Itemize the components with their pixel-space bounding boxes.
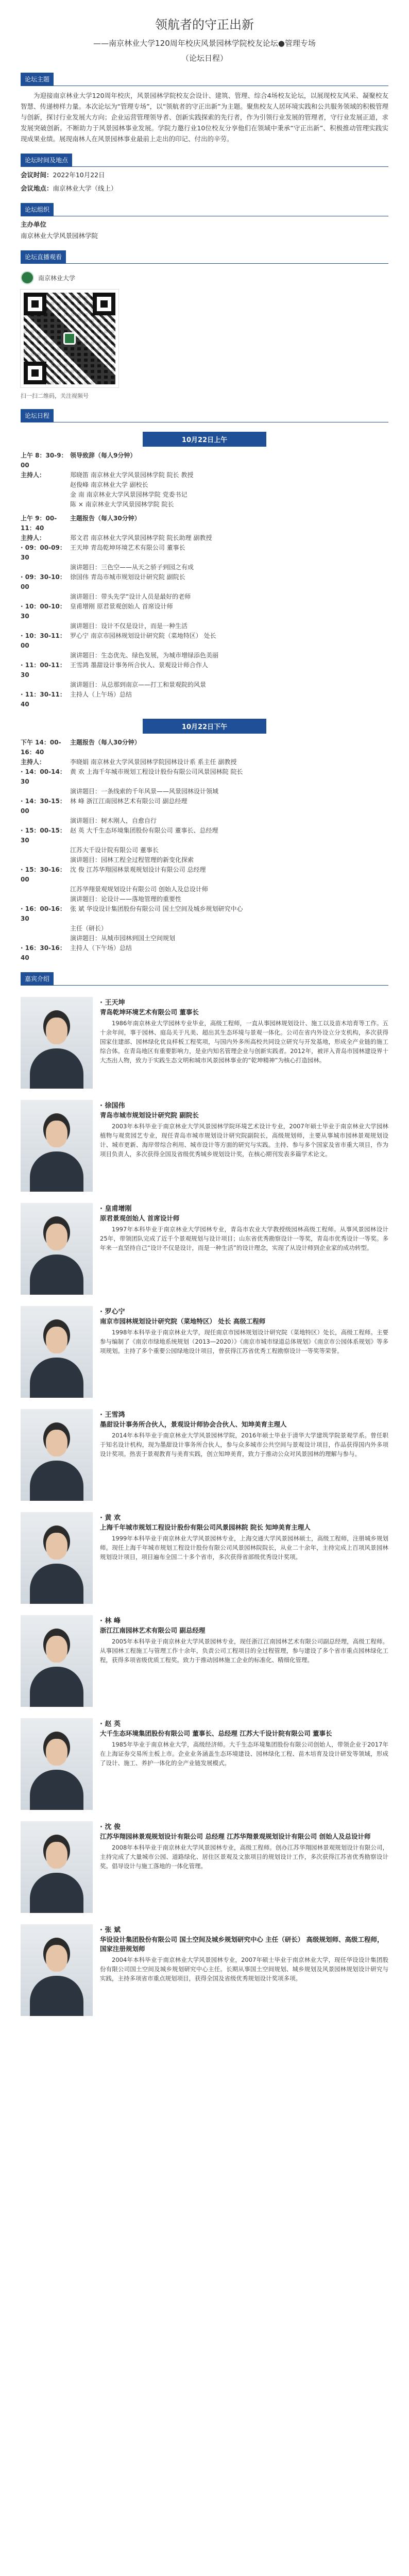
qr-finder-icon [93,293,115,315]
schedule-text: 主题报告（每人30分钟） [70,739,141,746]
speaker-card [21,997,388,1089]
schedule-time: · 16：00-16：30 [21,905,66,922]
speaker-text [100,1821,388,1913]
speaker-name: · 徐国伟 [100,1102,125,1110]
photo-face [46,1018,67,1044]
speaker-bio: 1997年本科毕业于南京林业大学园林专业，青岛市农业大学教授级园林高级工程师。从事风景园林设计25年，带领团队完成了近千个景观规划与设计项目；山东省优秀勘察设计一等奖，青岛市优秀设计一等奖。多年来一直坚持自己“设计不仅是设计，而是一种生活”的设计理念，实现了从设计师到企业家的成功转型。 [100,1226,388,1251]
schedule-time: 上午 9：00-11：40 [21,515,57,532]
photo-face [46,1842,67,1869]
photo-torso [30,1564,83,1604]
speaker-text [100,1100,388,1192]
speaker-photo [21,1718,93,1810]
schedule-row [21,924,388,934]
photo-face [46,1739,67,1766]
schedule-row [21,500,388,510]
schedule-row [21,680,388,690]
speaker-card [21,1924,388,2016]
schedule-time: · 10：30-11：00 [21,632,66,649]
speaker-text [100,1203,388,1295]
schedule-time [21,894,70,904]
schedule-time: · 15：00-15：30 [21,827,66,844]
speaker-photo [21,1615,93,1707]
speaker-bio: 2004年本科毕业于南京林业大学风景园林专业，2007年硕士毕业于南京林业大学，现任华设设计集团股份有限公司国土空间及城乡规划研究中心主任。长期从事国土空间规划、城乡规划及风景园林规划设计研究与实践，主持多项省市重点规划项目，获得全国及省级优秀规划设计奖项多项。 [100,1956,388,1982]
divider [21,263,388,264]
speaker-card [21,1100,388,1192]
qr-header [21,271,175,284]
schedule-time: · 16：30-16：40 [21,944,66,961]
intro-text: 为迎接南京林业大学120周年校庆，风景园林学院校友会设计、建筑、管理、综合4场校友论坛，以展现校友风采、凝聚校友智慧、传递榜样力量。本次论坛为“管理专场”，以“领航者的守正出新”为主题。聚焦校友人居环境实践和公共服务领域的积极管理与创新，探讨行业发展大方向；企业运营管理领导者、创新实践探索的先行者，作为引领行业发展的管理者，守行业发展正道，求发展突破创新。不断助力于风景园林事业发展。学院力邀行业10位校友分享他们在领域中秉承“守正出新”、积极推动管理实践实现成果业绩。展现南林人在风景园林事业最前上走出的印记、付出的辛劳。 [21,92,388,143]
speaker-text [100,1924,388,2016]
speaker-org: 江苏华翔园林景观规划设计有限公司 总经理 江苏华翔景观规划设计有限公司 创始人及总设计师 [100,1833,371,1840]
speaker-card [21,1306,388,1398]
schedule-time [21,934,70,943]
schedule-row [21,602,388,621]
schedule-morning-opening [21,451,388,510]
schedule-time: · 09：00-09：30 [21,544,66,561]
schedule-text: 赵俊峰 南京林业大学 副校长 [70,481,148,488]
speaker-name: · 皇甫增刚 [100,1205,132,1213]
schedule-text: 演讲题目：带头先学“设计人员是最好的老师 [70,593,191,600]
meeting-place-value: 南京林业大学（线上） [53,184,117,192]
schedule-text: 领导致辞（每人9分钟） [70,452,137,459]
schedule-time [21,845,70,855]
speaker-photo [21,1306,93,1398]
speaker-text [100,1306,388,1398]
page-title: 领航者的守正出新 [155,18,254,32]
schedule-row [21,451,388,470]
speaker-text [100,1718,388,1810]
speaker-name: · 沈 俊 [100,1823,121,1831]
speaker-org: 墨甜设计事务所合伙人，景观设计师协会合伙人、知坤美育主理人 [100,1420,287,1428]
meeting-time-label: 会议时间： [21,171,53,179]
speaker-card [21,1512,388,1604]
schedule-text: 演讲题目：一条线索的千年风景——风景园林设计领域 [70,788,219,795]
meeting-place-label: 会议地点： [21,184,53,192]
speaker-org: 原君景观创始人 首席设计师 [100,1214,180,1222]
schedule-time [21,816,70,826]
speaker-bio: 1986年南京林业大学园林专业毕业，高级工程师，一直从事园林规划设计、施工以及苗木培育等工作。五十余年间，事于园林、庭岛关于凡美、超出其生态环境与景观一体化。公司在省内外设立分支机构，多次获得国家住建部、园林绿化优良样板工程奖项，与国内外多所高校共同设立研究与开发基地，形成全产业链的施工综合体。在青岛地区有重要影响力，是业内知名管理企业与创新实践者。2012年，被评入青岛市园林建设界十大杰出人物，致力于实践生态文明和城市风景园林事业的“乾坤精神”为核心打造园林。 [100,1020,388,1064]
page-subtitle-2: （论坛日程） [181,54,228,63]
schedule-text: 演讲题目：从总那到南京——打工和景观院的风景 [70,681,207,688]
schedule-time [21,563,70,572]
photo-torso [30,1667,83,1707]
schedule-time [21,924,70,934]
schedule-row [21,767,388,787]
schedule-text: 主任（研长） [70,925,108,932]
schedule-row [21,757,388,767]
schedule-text: 主持人（下午场）总结 [70,944,132,952]
schedule-row [21,621,388,631]
schedule-time: 下午 14：00-16：40 [21,739,61,756]
schedule-time [21,500,70,510]
schedule-text: 江苏华翔景观规划设计有限公司 创始人及总设计师 [70,886,208,893]
schedule-time [21,592,70,602]
schedule-time [21,480,70,490]
speaker-org: 南京市园林规划设计研究院（菜地特区） 处长 高级工程师 [100,1317,266,1325]
schedule-time: · 14：00-14：30 [21,768,66,785]
qr-finder-icon [24,362,46,384]
schedule-row [21,631,388,651]
speaker-bio: 2008年本科毕业于南京林业大学风景园林专业，高级工程师。创办江苏华翔园林景观规划设计有限公司，主持完成了大量城市公园、道路绿化、居住区景观及文旅项目的规划设计工作，多次获得江苏省优秀勘察设计奖。倡导设计与施工落地的一体化管理。 [100,1844,388,1870]
speaker-photo [21,1100,93,1192]
speaker-text [100,1615,388,1707]
schedule-text: 演讲题目：生态优先、绿色发展，为城市增绿添色美丽 [70,652,219,659]
schedule-time [21,621,70,631]
speaker-name: · 王天坤 [100,999,125,1007]
photo-face [46,1327,67,1353]
schedule-time: · 11：00-11：30 [21,662,66,679]
speaker-org: 浙江江南园林艺术有限公司 副总经理 [100,1626,206,1634]
schedule-text: 演讲题目：设计不仅是设计，而是一种生活 [70,622,188,630]
schedule-row [21,885,388,894]
speaker-org: 青岛市城市规划设计研究院 副院长 [100,1111,199,1119]
speaker-card [21,1718,388,1810]
schedule-text: 郑文君 南京林业大学风景园林学院 院长助理 副教授 [70,534,212,541]
speaker-name: · 赵 英 [100,1720,121,1728]
schedule-time [21,885,70,894]
meeting-place [21,183,388,194]
schedule-row [21,904,388,924]
photo-torso [30,1873,83,1913]
schedule-text: 江苏大千设计院有限公司 董事长 [70,846,159,854]
schedule-row [21,690,388,709]
speaker-photo [21,997,93,1089]
speaker-photo [21,1203,93,1295]
section-tag-theme: 论坛主题 [21,73,54,86]
speaker-text [100,1409,388,1501]
photo-torso [30,1358,83,1398]
qr-card [21,271,175,400]
schedule-text: 沈 俊 江苏华翔园林景观规划设计有限公司 总经理 [70,866,206,873]
schedule-row [21,490,388,500]
section-tag-live: 论坛直播观看 [21,250,66,263]
schedule-row [21,563,388,572]
schedule-text: 演讲题目：从城市园林到国土空间规划 [70,935,176,942]
schedule-time: · 10：00-10：30 [21,603,66,620]
host-label: 主办单位 [21,221,47,228]
section-tag-org: 论坛组织 [21,203,54,216]
section-tag-speakers: 嘉宾介绍 [21,972,54,985]
speaker-bio: 1998年本科毕业于南京林业大学，现任南京市园林规划设计研究院（菜地特区）处长，高级工程师。主要参与编制了《南京市绿地系统规划（2013—2020）》《南京市城市绿道总体规划》《南京市公园体系规划》等多项规划。主持了多个重要公园绿地设计项目，曾获得江苏省优秀工程勘察设计一等奖等荣誉。 [100,1329,388,1354]
schedule-text: 主持人（上午场）总结 [70,691,132,698]
speaker-bio: 2005年本科毕业于南京林业大学风景园林专业，现任浙江江南园林艺术有限公司副总经理，高级工程师。从事园林工程施工与管理工作十余年，负责公司工程项目的全过程管理，参与建设了多个省市重点园林绿化工程，获得多项省级优质工程奖。致力于推动园林施工企业的标准化、精细化管理。 [100,1638,388,1664]
page-subtitle: ——南京林业大学120周年校庆风景园林学院校友论坛●管理专场 [93,39,316,48]
schedule-row [21,738,388,757]
speaker-name: · 王雪鸿 [100,1411,125,1419]
speaker-org: 青岛乾坤环境艺术有限公司 董事长 [100,1008,199,1016]
schedule-text: 郑晓笛 南京林业大学风景园林学院 院长 教授 [70,471,194,479]
speaker-name: · 张 斌 [100,1926,121,1934]
schedule-morning-reports [21,514,388,709]
qr-finder-icon [24,293,46,315]
photo-face [46,1945,67,1972]
schedule-time [21,855,70,865]
speaker-name: · 林 峰 [100,1617,121,1625]
section-tag-time-place: 论坛时间及地点 [21,154,72,166]
host-value: 南京林业大学风景园林学院 [21,232,98,240]
schedule-text: 李晓娟 南京林业大学风景园林学院园林设计系 系主任 副教授 [70,758,237,766]
photo-torso [30,1048,83,1089]
schedule-text: 主题报告（每人30分钟） [70,515,141,522]
schedule-text: 演讲题目：三色空——从天之骄子到园之有成 [70,564,194,571]
schedule-text: 皇甫增刚 原君景观创始人 首席设计师 [70,603,173,610]
divider [21,985,388,986]
schedule-time: 上午 8：30-9：00 [21,452,67,469]
schedule-text: 张 斌 华设设计集团股份有限公司 国土空间及城乡规划研究中心 [70,905,243,912]
section-tag-schedule: 论坛日程 [21,409,54,422]
speaker-card [21,1409,388,1501]
schedule-row [21,845,388,855]
schedule-time [21,787,70,796]
speaker-list [21,997,388,2016]
schedule-text: 金 南 南京林业大学风景园林学院 党委书记 [70,491,188,498]
speaker-card [21,1615,388,1707]
schedule-row [21,894,388,904]
schedule-row [21,796,388,816]
photo-face [46,1430,67,1456]
schedule-time [21,490,70,500]
schedule-text: 王雪鸿 墨甜设计事务所合伙人、景观设计师合作人 [70,662,208,669]
photo-torso [30,1255,83,1295]
day-bar-morning: 10月22日上午 [143,432,266,447]
schedule-time: · 15：30-16：00 [21,866,66,883]
schedule-row [21,855,388,865]
photo-face [46,1636,67,1663]
schedule-time: · 09：30-10：00 [21,573,66,590]
speaker-photo [21,1409,93,1501]
schedule-text: 演讲题目：园林工程全过程管理的新变化探索 [70,856,194,863]
schedule-time: 主持人： [21,534,46,541]
speaker-org: 大千生态环境集团股份有限公司 董事长、总经理 江苏大千设计院有限公司 董事长 [100,1730,332,1737]
speaker-bio: 2003年本科毕业于南京林业大学风景园林学院环境艺术设计专业，2007年硕士毕业于南京林业大学园林植物与观赏园艺专业，现任青岛市城市规划设计研究院副院长，高级规划师，主要从事城市园林景观规划设计、城市更新、海岸带综合利用、城市设计等方面的研究与实践。主持、参与多个国家及省市重大项目，作为项目负责人，多次获得全国及省级优秀城乡规划设计奖，在核心期刊发表多篇学术论文。 [100,1123,388,1158]
speaker-text [100,997,388,1089]
speaker-photo [21,1512,93,1604]
speaker-name: · 罗心宁 [100,1308,125,1316]
schedule-row [21,533,388,543]
speaker-photo [21,1821,93,1913]
photo-torso [30,1770,83,1810]
schedule-afternoon-reports [21,738,388,963]
speaker-bio: 1985年毕业于南京林业大学，高级经济师。大千生态环境集团股份有限公司创始人，带领企业于2017年在上海证券交易所主板上市。企业业务涵盖生态环境建设、园林绿化工程、苗木培育及设计研发等领域，形成了设计、施工、养护一体化的全产业链发展模式。 [100,1741,388,1767]
qr-account-name: 南京林业大学 [38,274,76,282]
schedule-row [21,470,388,480]
speaker-bio: 1999年本科毕业于南京林业大学风景园林专业，上海交通大学风景园林硕士，高级工程师，注册城乡规划师。现任上海千年城市规划工程设计股份有限公司风景园林院院长，从业二十余年，主持完成上百项风景园林规划设计项目，项目遍布全国二十多个省市，多次获得省部级优秀设计奖项。 [100,1535,388,1561]
divider [21,166,388,167]
schedule-row [21,934,388,943]
schedule-time [21,680,70,690]
schedule-time: · 11：30-11：40 [21,691,66,708]
qr-code[interactable] [21,290,118,387]
qr-center-logo-icon [63,332,76,345]
schedule-text: 黄 欢 上海千年城市规划工程设计股份有限公司风景园林院 院长 [70,768,243,775]
speaker-card [21,1203,388,1295]
speaker-org: 华设设计集团股份有限公司 国土空间及城乡规划研究中心 主任（研长） 高级规划师、高级工程师，国家注册规划师 [100,1936,384,1953]
schedule-text: 演讲题目：论设计——落地管理的重要性 [70,895,182,903]
schedule-row [21,816,388,826]
photo-torso [30,1151,83,1192]
schedule-row [21,826,388,845]
schedule-row [21,660,388,680]
schedule-row [21,480,388,490]
day-bar-afternoon: 10月22日下午 [143,719,266,734]
schedule-row [21,543,388,563]
schedule-text: 演讲题目：树木刚人，自愈自行 [70,817,157,824]
schedule-time: · 14：30-15：00 [21,798,66,815]
photo-torso [30,1976,83,2016]
photo-face [46,1224,67,1250]
schedule-text: 赵 英 大千生态环境集团股份有限公司 董事长、总经理 [70,827,218,834]
schedule-time [21,651,70,660]
speaker-card [21,1821,388,1913]
schedule-row [21,943,388,963]
speaker-photo [21,1924,93,2016]
schedule-text: 徐国伟 青岛市城市规划设计研究院 副院长 [70,573,185,581]
speaker-name: · 黄 欢 [100,1514,121,1522]
schedule-row [21,787,388,796]
schedule-time: 主持人： [21,471,46,479]
schedule-row [21,651,388,660]
speaker-text [100,1512,388,1604]
photo-face [46,1533,67,1560]
schedule-row [21,592,388,602]
schedule-row [21,865,388,885]
schedule-text: 罗心宁 南京市园林规划设计研究院（菜地特区） 处长 [70,632,216,639]
meeting-time-value: 2022年10月22日 [53,171,105,179]
schedule-text: 王天坤 青岛乾坤环境艺术有限公司 董事长 [70,544,185,551]
schedule-row [21,514,388,533]
speaker-org: 上海千年城市规划工程设计股份有限公司风景园林院 院长 知坤美育主理人 [100,1523,311,1531]
schedule-text: 陈 × 南京林业大学风景园林学院 院长 [70,501,174,508]
qr-caption: 扫一扫二维码，关注视频号 [21,393,89,399]
photo-torso [30,1461,83,1501]
schedule-text: 林 峰 浙江江南园林艺术有限公司 副总经理 [70,798,188,805]
university-logo-icon [21,271,34,284]
schedule-time: 主持人： [21,758,46,766]
speaker-bio: 2014年本科毕业于南京林业大学风景园林学院，2016年硕士毕业于清华大学建筑学院景观学系。曾任职于知名设计机构，现为墨甜设计事务所合伙人，参与众多城市公共空间与景观设计项目，作品获得国内外多项设计奖项。热衷于景观教育与美育实践，创立知坤美育，致力于推动公众对风景园林的理解与参与。 [100,1432,388,1458]
schedule-row [21,572,388,592]
meeting-time [21,170,388,180]
photo-face [46,1121,67,1147]
